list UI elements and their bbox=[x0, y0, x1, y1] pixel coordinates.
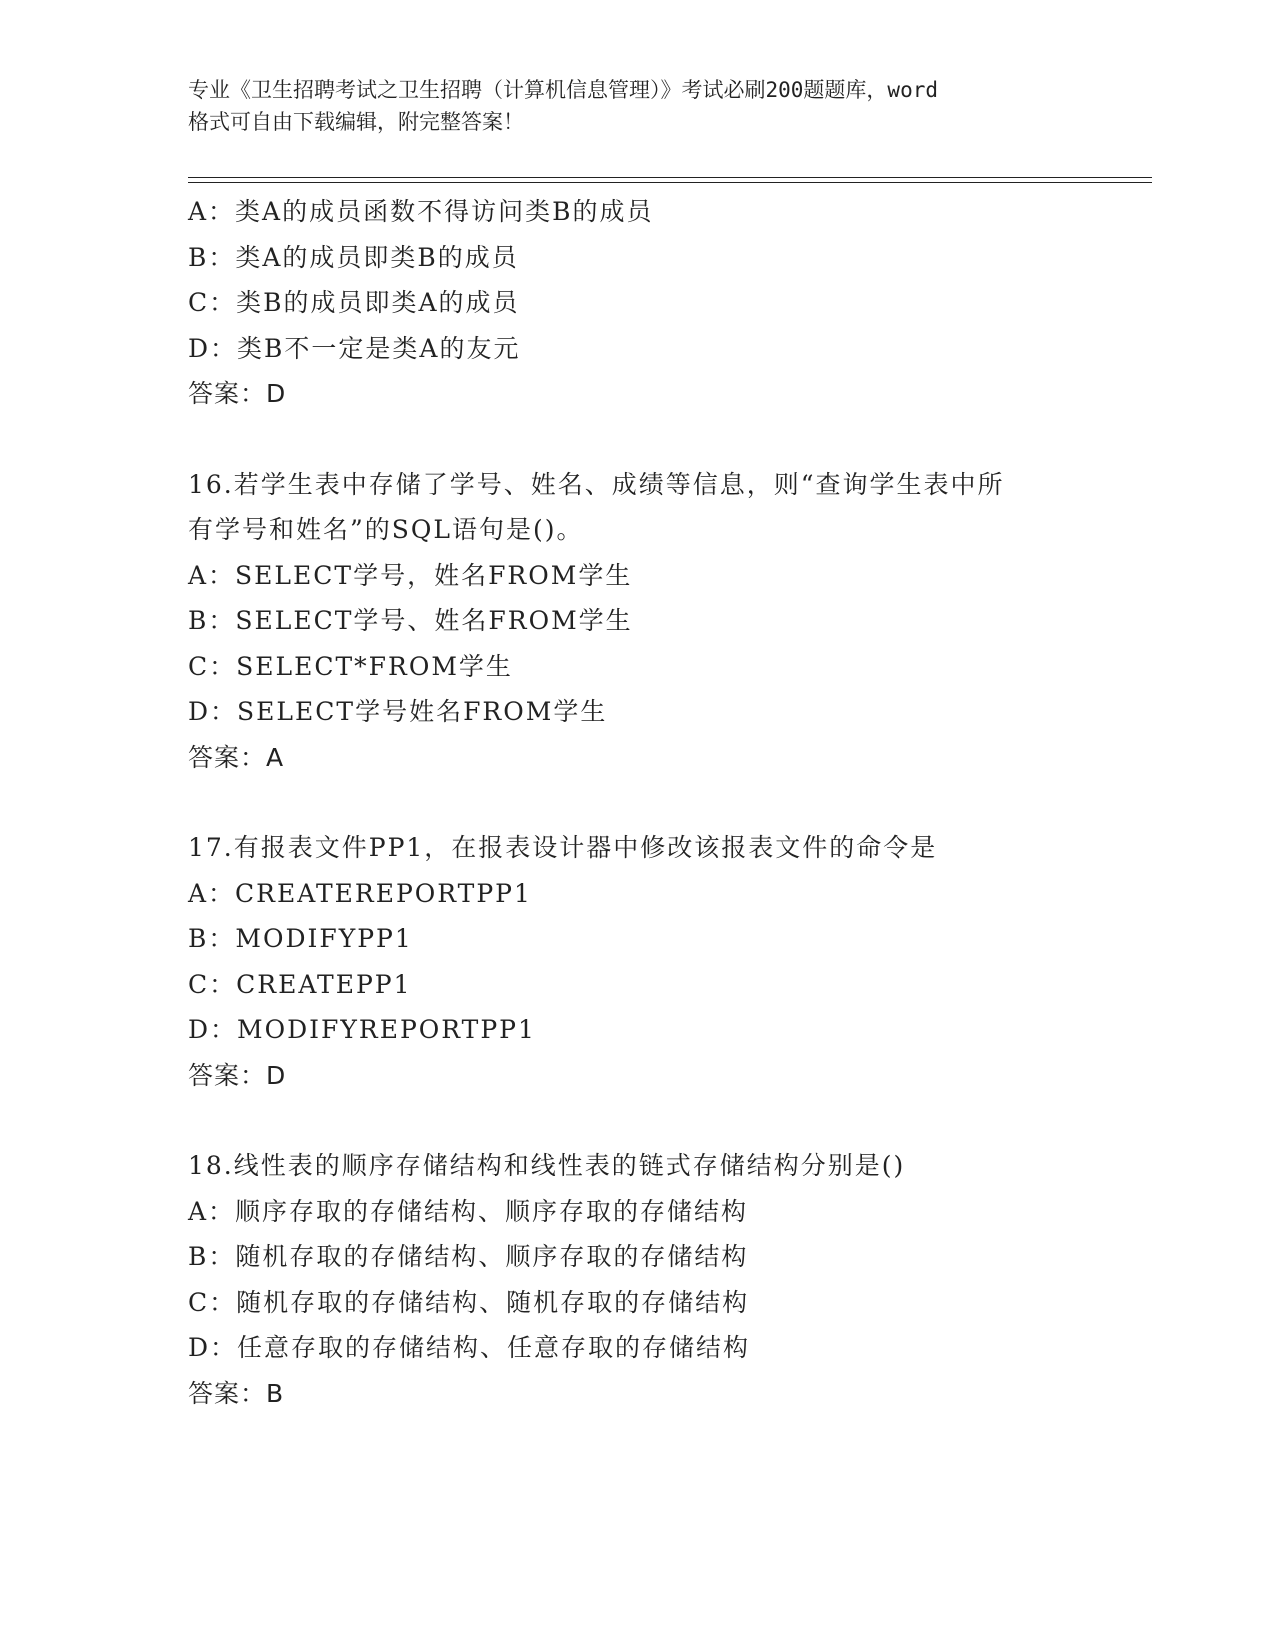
option-d: D：MODIFYREPORTPP1 bbox=[188, 1015, 536, 1044]
option-a: A：类A的成员函数不得访问类B的成员 bbox=[188, 197, 654, 226]
option-b: B：类A的成员即类B的成员 bbox=[188, 242, 519, 272]
option-c: C：CREATEPP1 bbox=[188, 969, 412, 999]
question-stem: 17.有报表文件PP1，在报表设计器中修改该报表文件的命令是 bbox=[188, 833, 938, 862]
option-c: C：随机存取的存储结构、随机存取的存储结构 bbox=[188, 1287, 750, 1317]
option-b: B：随机存取的存储结构、顺序存取的存储结构 bbox=[188, 1242, 749, 1271]
option-d: D：类B不一定是类A的友元 bbox=[188, 333, 521, 363]
question-stem: 16.若学生表中存储了学号、姓名、成绩等信息，则“查询学生表中所 bbox=[188, 469, 1005, 499]
option-a: A：CREATEREPORTPP1 bbox=[188, 878, 532, 908]
option-b: B：SELECT学号、姓名FROM学生 bbox=[188, 606, 633, 635]
question-stem: 18.线性表的顺序存储结构和线性表的链式存储结构分别是() bbox=[188, 1151, 906, 1180]
header-line-2: 格式可自由下载编辑，附完整答案！ bbox=[188, 110, 524, 134]
question-spacer bbox=[188, 417, 1088, 462]
option-a: A：顺序存取的存储结构、顺序存取的存储结构 bbox=[188, 1196, 749, 1226]
answer-line: 答案：A bbox=[188, 742, 285, 772]
option-c: C：类B的成员即类A的成员 bbox=[188, 288, 520, 317]
question-stem-continued: 有学号和姓名”的SQL语句是()。 bbox=[188, 515, 584, 544]
question-15-block bbox=[188, 189, 1088, 417]
question-content bbox=[188, 189, 1088, 1416]
option-d: D：SELECT学号姓名FROM学生 bbox=[188, 697, 608, 726]
question-17-block bbox=[188, 825, 1088, 1098]
question-spacer bbox=[188, 780, 1088, 825]
option-b: B：MODIFYPP1 bbox=[188, 924, 413, 953]
option-c: C：SELECT*FROM学生 bbox=[188, 651, 513, 681]
answer-line: 答案：D bbox=[188, 379, 287, 408]
document-header bbox=[188, 74, 1088, 138]
answer-line: 答案：B bbox=[188, 1378, 285, 1408]
question-spacer bbox=[188, 1098, 1088, 1143]
header-divider-top bbox=[188, 177, 1152, 178]
header-line-1: 专业《卫生招聘考试之卫生招聘（计算机信息管理）》考试必刷200题题库，word bbox=[188, 78, 938, 102]
answer-line: 答案：D bbox=[188, 1060, 287, 1090]
question-16-block bbox=[188, 462, 1088, 781]
option-d: D：任意存取的存储结构、任意存取的存储结构 bbox=[188, 1333, 751, 1362]
option-a: A：SELECT学号，姓名FROM学生 bbox=[188, 560, 633, 590]
header-divider-bottom bbox=[188, 182, 1152, 183]
question-18-block bbox=[188, 1143, 1088, 1416]
